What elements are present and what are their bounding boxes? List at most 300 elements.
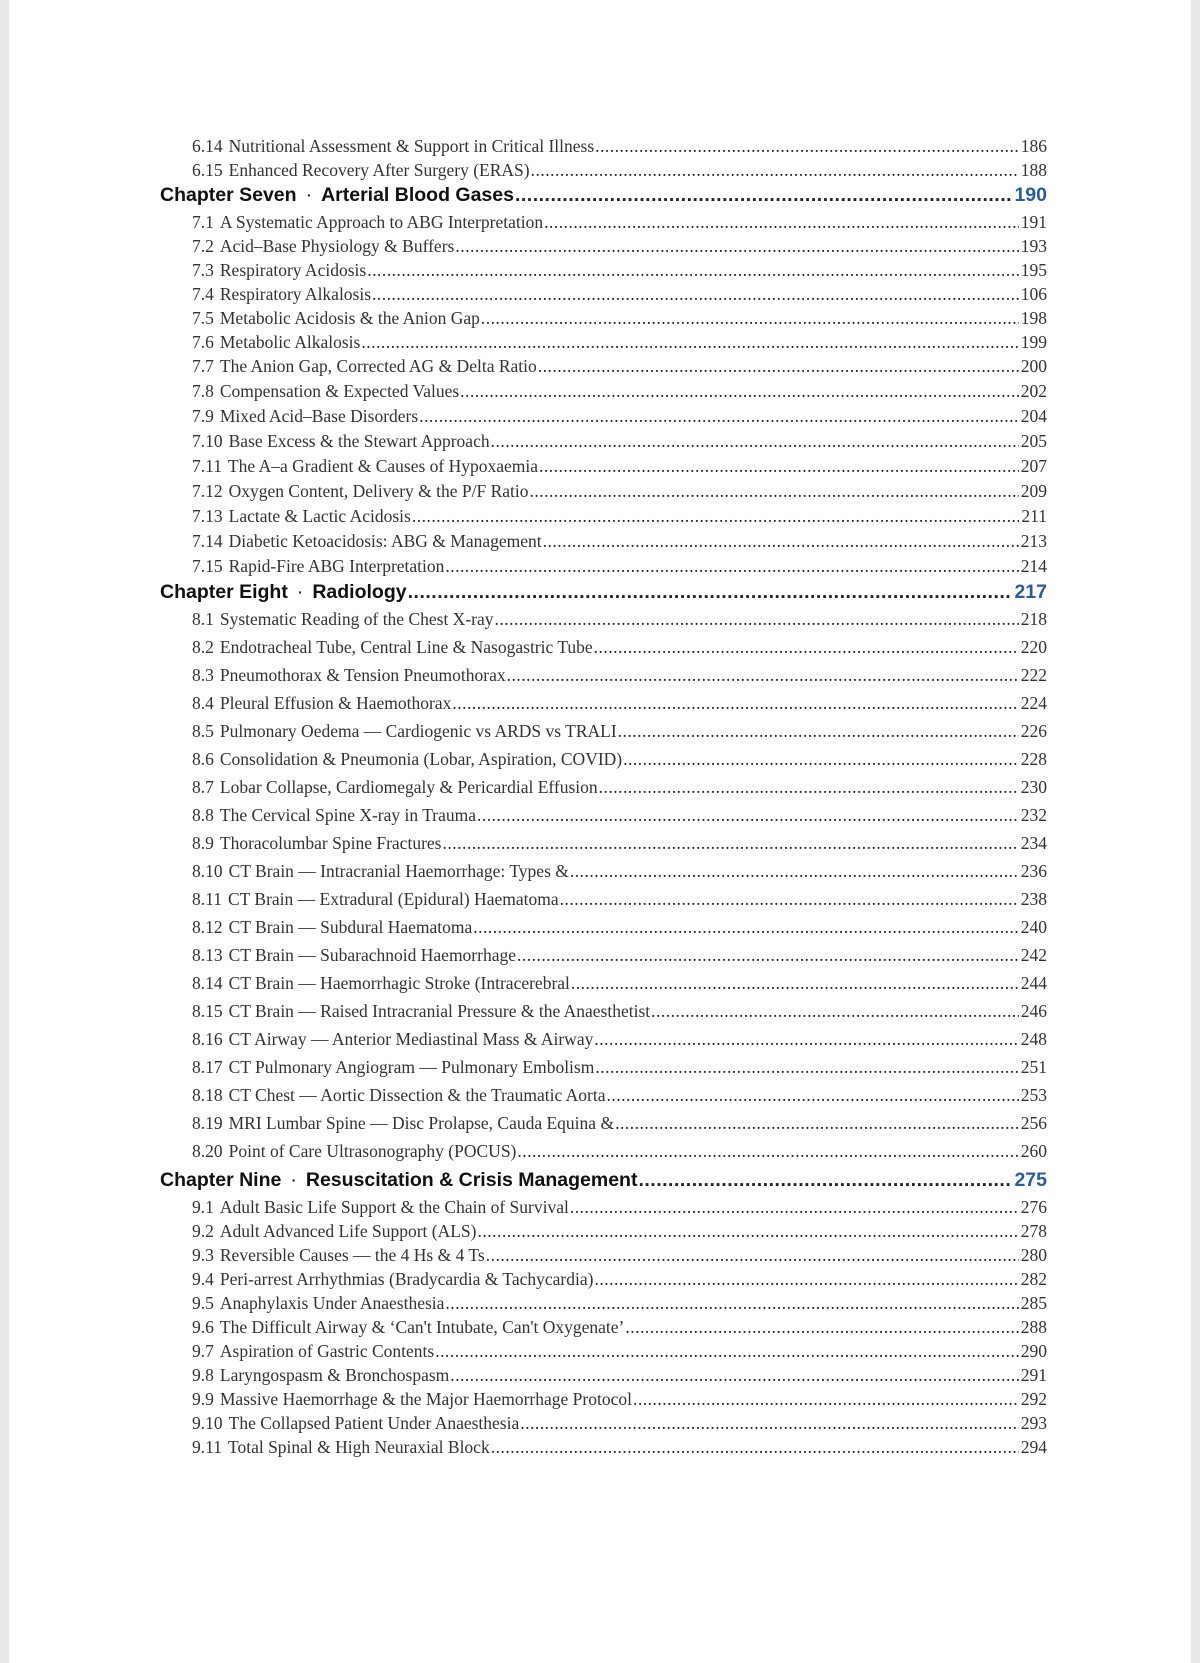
page-number: 228: [1020, 749, 1047, 769]
section-number: 9.9: [192, 1389, 214, 1409]
dot-leader: [651, 1001, 1019, 1022]
section-title: The Anion Gap, Corrected AG & Delta Ratio: [219, 356, 537, 376]
toc-entry[interactable]: [160, 1293, 1047, 1317]
toc-entry[interactable]: [160, 693, 1047, 721]
chapter-heading-label: [160, 1169, 637, 1192]
page-number: 220: [1020, 637, 1047, 657]
page-number: 236: [1020, 861, 1047, 881]
page-number: 199: [1020, 332, 1047, 352]
toc-entry-label: [192, 212, 543, 233]
section-number: 8.14: [192, 973, 223, 993]
toc-entry[interactable]: [160, 1001, 1047, 1029]
toc-entry-label: [192, 1269, 593, 1290]
dot-leader: [633, 1389, 1019, 1410]
section-title: Peri-arrest Arrhythmias (Bradycardia & Tachycardia): [219, 1269, 594, 1289]
section-number: 9.3: [192, 1245, 214, 1265]
section-title: Respiratory Acidosis: [219, 260, 367, 280]
section-title: CT Brain — Intracranial Haemorrhage: Types &: [228, 861, 569, 881]
toc-entry[interactable]: [160, 160, 1047, 184]
toc-entry-label: [192, 160, 530, 181]
dot-leader: [560, 889, 1019, 910]
page-number: 280: [1020, 1245, 1047, 1265]
dot-leader: [530, 481, 1019, 502]
toc-entry-label: [192, 260, 366, 281]
toc-entry[interactable]: [160, 136, 1047, 160]
section-title: Nutritional Assessment & Support in Critical Illness: [228, 136, 595, 156]
section-number: 7.3: [192, 260, 214, 280]
section-number: 8.18: [192, 1085, 223, 1105]
dot-leader: [517, 1141, 1018, 1162]
section-number: 8.3: [192, 665, 214, 685]
toc-entry[interactable]: [160, 973, 1047, 1001]
toc-entry[interactable]: [160, 1113, 1047, 1141]
section-number: 8.11: [192, 889, 222, 909]
section-title: CT Brain — Haemorrhagic Stroke (Intracerebral: [228, 973, 570, 993]
page-number: 292: [1020, 1389, 1047, 1409]
section-title: CT Brain — Subdural Haematoma: [228, 917, 473, 937]
toc-entry-label: [192, 833, 441, 854]
section-title: CT Brain — Extradural (Epidural) Haematoma: [227, 889, 559, 909]
section-number: 9.10: [192, 1413, 223, 1433]
section-number: 7.8: [192, 381, 214, 401]
dot-leader: [477, 805, 1019, 826]
section-number: 8.9: [192, 833, 214, 853]
toc-chapter-heading[interactable]: [160, 1169, 1047, 1197]
toc-entry[interactable]: [160, 1197, 1047, 1221]
toc-entry[interactable]: [160, 1437, 1047, 1461]
toc-entry[interactable]: [160, 1317, 1047, 1341]
section-number: 9.5: [192, 1293, 214, 1313]
section-title: Laryngospasm & Bronchospasm: [219, 1365, 450, 1385]
section-number: 6.14: [192, 136, 223, 156]
page-number: 294: [1020, 1437, 1047, 1457]
toc-entry[interactable]: [160, 721, 1047, 749]
toc-entry[interactable]: [160, 381, 1047, 406]
section-number: 6.15: [192, 160, 223, 180]
page-number: 232: [1020, 805, 1047, 825]
page-number: 291: [1020, 1365, 1047, 1385]
section-title: Compensation & Expected Values: [219, 381, 460, 401]
toc-entry-label: [192, 889, 559, 910]
dot-leader: [419, 406, 1019, 427]
page-number: 224: [1020, 693, 1047, 713]
dot-leader: [450, 1365, 1018, 1386]
toc-entry-label: [192, 777, 598, 798]
toc-entry-label: [192, 308, 480, 329]
dot-leader: [445, 1293, 1018, 1314]
section-title: CT Chest — Aortic Dissection & the Traumatic Aorta: [228, 1085, 606, 1105]
section-title: CT Pulmonary Angiogram — Pulmonary Embolism: [228, 1057, 595, 1077]
toc-entry[interactable]: [160, 749, 1047, 777]
page-number: 200: [1020, 356, 1047, 376]
page-number: 285: [1020, 1293, 1047, 1313]
toc-entry[interactable]: [160, 637, 1047, 665]
dot-leader: [460, 381, 1019, 402]
section-title: A Systematic Approach to ABG Interpretation: [219, 212, 544, 232]
section-title: Pulmonary Oedema — Cardiogenic vs ARDS vs TRALI: [219, 721, 617, 741]
chapter-heading-label: [160, 184, 514, 207]
toc-entry[interactable]: [160, 406, 1047, 431]
page-number: 260: [1020, 1141, 1047, 1161]
toc-entry-label: [192, 1085, 606, 1106]
section-number: 9.6: [192, 1317, 214, 1337]
section-title: Pneumothorax & Tension Pneumothorax: [219, 665, 506, 685]
toc-entry[interactable]: [160, 805, 1047, 833]
section-title: Lactate & Lactic Acidosis: [228, 506, 411, 526]
section-number: 7.12: [192, 481, 223, 501]
page-number: 246: [1020, 1001, 1047, 1021]
page-number: 211: [1021, 506, 1047, 526]
dot-leader: [594, 1269, 1018, 1290]
dot-leader: [473, 917, 1018, 938]
page-number: 242: [1020, 945, 1047, 965]
page-number: 205: [1020, 431, 1047, 451]
dot-leader: [520, 1413, 1019, 1434]
chapter-page-number: 190: [1014, 184, 1047, 206]
toc-entry[interactable]: [160, 1057, 1047, 1085]
section-title: Total Spinal & High Neuraxial Block: [227, 1437, 490, 1457]
section-number: 8.12: [192, 917, 223, 937]
dot-leader: [594, 1029, 1018, 1050]
page-number: 256: [1020, 1113, 1047, 1133]
dot-leader: [618, 721, 1019, 742]
toc-entry-label: [192, 665, 506, 686]
dot-leader: [515, 184, 1012, 207]
section-title: The Collapsed Patient Under Anaesthesia: [228, 1413, 520, 1433]
section-number: 7.14: [192, 531, 223, 551]
chapter-label: Chapter Eight: [160, 581, 288, 603]
page-number: 293: [1020, 1413, 1047, 1433]
section-title: Reversible Causes — the 4 Hs & 4 Ts: [219, 1245, 485, 1265]
toc-entry-label: [192, 917, 472, 938]
section-number: 8.8: [192, 805, 214, 825]
toc-chapter-heading[interactable]: [160, 581, 1047, 609]
page-number: 188: [1020, 160, 1047, 180]
section-number: 8.4: [192, 693, 214, 713]
dot-leader: [442, 833, 1018, 854]
dot-leader: [408, 581, 1013, 604]
toc-entry[interactable]: [160, 1085, 1047, 1113]
section-number: 9.1: [192, 1197, 214, 1217]
toc-entry[interactable]: [160, 481, 1047, 506]
section-number: 8.20: [192, 1141, 223, 1161]
section-number: 9.2: [192, 1221, 214, 1241]
section-title: The Cervical Spine X-ray in Trauma: [219, 805, 477, 825]
toc-entry[interactable]: [160, 1141, 1047, 1169]
toc-entry[interactable]: [160, 889, 1047, 917]
toc-entry-label: [192, 1341, 434, 1362]
dot-leader: [367, 260, 1019, 281]
section-number: 7.7: [192, 356, 214, 376]
toc-entry-label: [192, 945, 516, 966]
page-number: 202: [1020, 381, 1047, 401]
dot-leader: [571, 973, 1019, 994]
chapter-separator: ·: [296, 581, 304, 603]
toc-entry[interactable]: [160, 665, 1047, 693]
toc-entry[interactable]: [160, 356, 1047, 381]
toc-entry-label: [192, 609, 494, 630]
page-number: 290: [1020, 1341, 1047, 1361]
dot-leader: [372, 284, 1019, 305]
toc-entry[interactable]: [160, 777, 1047, 805]
section-number: 9.11: [192, 1437, 222, 1457]
toc-entry-label: [192, 1141, 516, 1162]
section-number: 9.4: [192, 1269, 214, 1289]
section-title: The Difficult Airway & ‘Can't Intubate, Can't Oxygenate’: [219, 1317, 625, 1337]
toc-entry-label: [192, 381, 459, 402]
page-number: 218: [1020, 609, 1047, 629]
toc-entry[interactable]: [160, 833, 1047, 861]
dot-leader: [638, 1169, 1012, 1192]
section-number: 7.15: [192, 556, 223, 576]
dot-leader: [615, 1113, 1019, 1134]
dot-leader: [478, 1221, 1019, 1242]
section-title: Massive Haemorrhage & the Major Haemorrhage Protocol: [219, 1389, 632, 1409]
toc-entry-label: [192, 481, 529, 502]
chapter-separator: ·: [305, 184, 313, 206]
page-number: 253: [1020, 1085, 1047, 1105]
dot-leader: [452, 693, 1018, 714]
dot-leader: [607, 1085, 1019, 1106]
section-number: 7.11: [192, 456, 222, 476]
dot-leader: [538, 356, 1019, 377]
section-title: The A–a Gradient & Causes of Hypoxaemia: [227, 456, 539, 476]
toc-entry[interactable]: [160, 531, 1047, 556]
section-number: 7.10: [192, 431, 223, 451]
toc-entry-label: [192, 406, 418, 427]
section-number: 8.10: [192, 861, 223, 881]
page-number: 238: [1020, 889, 1047, 909]
dot-leader: [544, 212, 1019, 233]
section-title: MRI Lumbar Spine — Disc Prolapse, Cauda Equina &: [228, 1113, 615, 1133]
dot-leader: [531, 160, 1019, 181]
section-number: 7.5: [192, 308, 214, 328]
toc-entry[interactable]: [160, 917, 1047, 945]
toc-entry-label: [192, 332, 360, 353]
section-number: 7.2: [192, 236, 214, 256]
toc-entry[interactable]: [160, 1269, 1047, 1293]
dot-leader: [481, 308, 1019, 329]
toc-entry-label: [192, 1113, 614, 1134]
toc-entry[interactable]: [160, 236, 1047, 260]
section-number: 7.4: [192, 284, 214, 304]
section-title: Base Excess & the Stewart Approach: [228, 431, 490, 451]
section-title: Lobar Collapse, Cardiomegaly & Pericardial Effusion: [219, 777, 598, 797]
dot-leader: [486, 1245, 1019, 1266]
page-number: 230: [1020, 777, 1047, 797]
section-title: Anaphylaxis Under Anaesthesia: [219, 1293, 445, 1313]
dot-leader: [445, 556, 1018, 577]
dot-leader: [539, 456, 1019, 477]
dot-leader: [570, 1197, 1019, 1218]
toc-entry-label: [192, 556, 444, 577]
dot-leader: [361, 332, 1018, 353]
toc-entry[interactable]: [160, 1341, 1047, 1365]
section-number: 9.7: [192, 1341, 214, 1361]
dot-leader: [491, 431, 1019, 452]
toc-entry-label: [192, 1197, 569, 1218]
toc-entry[interactable]: [160, 456, 1047, 481]
toc-entry[interactable]: [160, 506, 1047, 531]
page-number: 288: [1020, 1317, 1047, 1337]
table-of-contents: [160, 136, 1047, 1461]
toc-entry[interactable]: [160, 1245, 1047, 1269]
section-title: Acid–Base Physiology & Buffers: [219, 236, 455, 256]
toc-entry-label: [192, 136, 594, 157]
toc-entry[interactable]: [160, 945, 1047, 973]
toc-entry-label: [192, 637, 593, 658]
section-title: CT Brain — Raised Intracranial Pressure & the Anaesthetist: [228, 1001, 651, 1021]
dot-leader: [594, 637, 1019, 658]
toc-entry[interactable]: [160, 609, 1047, 637]
toc-entry[interactable]: [160, 308, 1047, 332]
dot-leader: [570, 861, 1019, 882]
toc-entry[interactable]: [160, 332, 1047, 356]
section-title: Oxygen Content, Delivery & the P/F Ratio: [228, 481, 529, 501]
toc-entry-label: [192, 721, 617, 742]
toc-entry-label: [192, 284, 371, 305]
toc-entry-label: [192, 973, 570, 994]
dot-leader: [595, 1057, 1018, 1078]
section-number: 8.7: [192, 777, 214, 797]
section-number: 8.6: [192, 749, 214, 769]
chapter-label: Chapter Nine: [160, 1169, 282, 1191]
dot-leader: [435, 1341, 1019, 1362]
page-number: 282: [1020, 1269, 1047, 1289]
toc-entry-label: [192, 356, 537, 377]
toc-entry-label: [192, 805, 476, 826]
toc-entry[interactable]: [160, 212, 1047, 236]
section-number: 8.1: [192, 609, 214, 629]
chapter-title: Radiology: [312, 581, 407, 603]
section-title: Mixed Acid–Base Disorders: [219, 406, 419, 426]
section-title: Point of Care Ultrasonography (POCUS): [228, 1141, 517, 1161]
toc-entry[interactable]: [160, 861, 1047, 889]
page-number: 191: [1020, 212, 1047, 232]
section-number: 9.8: [192, 1365, 214, 1385]
page-number: 186: [1020, 136, 1047, 156]
page-number: 207: [1020, 456, 1047, 476]
page-number: 248: [1020, 1029, 1047, 1049]
section-title: Aspiration of Gastric Contents: [219, 1341, 435, 1361]
page-number: 234: [1020, 833, 1047, 853]
toc-entry-label: [192, 1001, 650, 1022]
page-number: 226: [1020, 721, 1047, 741]
chapter-separator: ·: [290, 1169, 297, 1191]
page-number: 213: [1020, 531, 1047, 551]
toc-entry[interactable]: [160, 1029, 1047, 1057]
toc-entry-label: [192, 531, 542, 552]
toc-entry-label: [192, 861, 569, 882]
toc-entry-label: [192, 1221, 477, 1242]
chapter-heading-label: [160, 581, 407, 604]
toc-entry-label: [192, 1389, 632, 1410]
toc-entry-label: [192, 1245, 485, 1266]
section-title: Rapid-Fire ABG Interpretation: [228, 556, 445, 576]
section-title: Respiratory Alkalosis: [219, 284, 372, 304]
toc-entry[interactable]: [160, 431, 1047, 456]
toc-entry-label: [192, 1365, 449, 1386]
page-number: 276: [1020, 1197, 1047, 1217]
section-title: Adult Advanced Life Support (ALS): [219, 1221, 477, 1241]
toc-entry-label: [192, 1413, 519, 1434]
section-number: 8.13: [192, 945, 223, 965]
section-title: Metabolic Alkalosis: [219, 332, 361, 352]
dot-leader: [595, 136, 1019, 157]
page-number: 222: [1020, 665, 1047, 685]
section-title: CT Airway — Anterior Mediastinal Mass & Airway: [228, 1029, 594, 1049]
section-title: Enhanced Recovery After Surgery (ERAS): [228, 160, 530, 180]
toc-entry[interactable]: [160, 1389, 1047, 1413]
dot-leader: [412, 506, 1020, 527]
toc-entry[interactable]: [160, 1413, 1047, 1437]
toc-entry-label: [192, 456, 538, 477]
dot-leader: [517, 945, 1019, 966]
toc-entry-label: [192, 506, 411, 527]
page-number: 214: [1020, 556, 1047, 576]
chapter-title: Resuscitation & Crisis Management: [305, 1169, 638, 1191]
toc-entry-label: [192, 1293, 444, 1314]
section-number: 7.13: [192, 506, 223, 526]
section-number: 7.6: [192, 332, 214, 352]
dot-leader: [507, 665, 1019, 686]
toc-entry[interactable]: [160, 284, 1047, 308]
page-number: 278: [1020, 1221, 1047, 1241]
toc-entry[interactable]: [160, 1365, 1047, 1389]
dot-leader: [543, 531, 1019, 552]
toc-entry[interactable]: [160, 260, 1047, 284]
section-number: 8.15: [192, 1001, 223, 1021]
toc-entry-label: [192, 1029, 593, 1050]
page-number: 251: [1020, 1057, 1047, 1077]
page-number: 240: [1020, 917, 1047, 937]
toc-chapter-heading[interactable]: [160, 184, 1047, 212]
section-title: Pleural Effusion & Haemothorax: [219, 693, 452, 713]
toc-entry-label: [192, 1057, 594, 1078]
page-number: 198: [1020, 308, 1047, 328]
toc-entry-label: [192, 236, 454, 257]
toc-entry-label: [192, 431, 490, 452]
page-number: 244: [1020, 973, 1047, 993]
section-title: Thoracolumbar Spine Fractures: [219, 833, 442, 853]
section-number: 8.16: [192, 1029, 223, 1049]
chapter-page-number: 217: [1014, 581, 1047, 603]
toc-entry-label: [192, 749, 622, 770]
section-number: 8.17: [192, 1057, 223, 1077]
section-title: Consolidation & Pneumonia (Lobar, Aspiration, COVID): [219, 749, 623, 769]
section-title: Endotracheal Tube, Central Line & Nasogastric Tube: [219, 637, 593, 657]
page-number: 193: [1020, 236, 1047, 256]
toc-entry-label: [192, 1317, 624, 1338]
section-title: Systematic Reading of the Chest X-ray: [219, 609, 494, 629]
section-number: 7.1: [192, 212, 214, 232]
dot-leader: [599, 777, 1019, 798]
chapter-label: Chapter Seven: [160, 184, 297, 206]
page-number: 209: [1020, 481, 1047, 501]
section-title: CT Brain — Subarachnoid Haemorrhage: [228, 945, 516, 965]
section-number: 8.19: [192, 1113, 223, 1133]
dot-leader: [495, 609, 1019, 630]
chapter-page-number: 275: [1014, 1169, 1047, 1191]
dot-leader: [625, 1317, 1018, 1338]
section-number: 8.5: [192, 721, 214, 741]
toc-entry-label: [192, 693, 451, 714]
toc-entry[interactable]: [160, 1221, 1047, 1245]
section-number: 8.2: [192, 637, 214, 657]
toc-entry-label: [192, 1437, 490, 1458]
toc-entry[interactable]: [160, 556, 1047, 581]
section-title: Diabetic Ketoacidosis: ABG & Management: [228, 531, 542, 551]
